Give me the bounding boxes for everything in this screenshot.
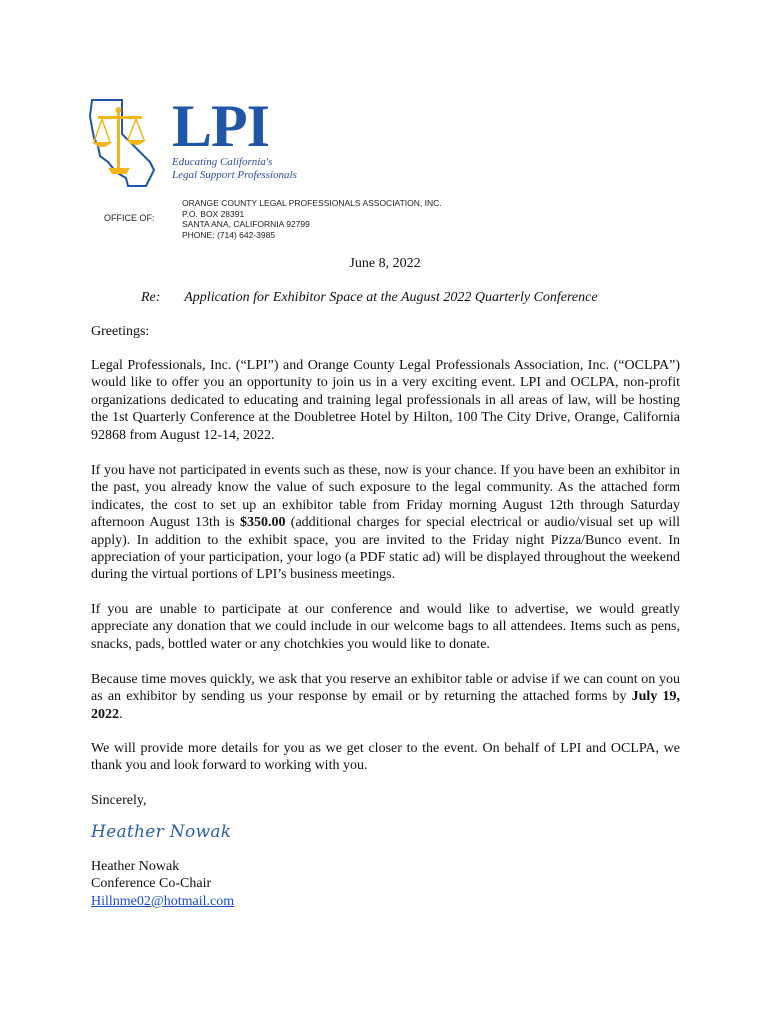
signature-block bbox=[91, 858, 234, 910]
paragraph-4 bbox=[91, 671, 680, 723]
signature: Heather Nowak bbox=[91, 822, 232, 842]
tagline-line-2: Legal Support Professionals bbox=[172, 169, 297, 181]
phone-line: PHONE: (714) 642-3985 bbox=[182, 229, 276, 240]
letterhead-address bbox=[182, 198, 442, 240]
logo-tagline bbox=[172, 156, 302, 182]
response-deadline: July 19, 2022 bbox=[91, 689, 680, 722]
p2-text-before: If you have not participated in events such as these, now is your chance. If you have been an exhibitor in the past, you already know the value of such exposure to the legal community. As the attached form indicates, the cost to set up an exhibitor table from Friday morning August 12th through Saturday afternoon August 13th is bbox=[91, 463, 680, 531]
re-line bbox=[141, 290, 598, 306]
paragraph-1: Legal Professionals, Inc. (“LPI”) and Orange County Legal Professionals Association, Inc. (“OCLPA”) would like to offer you an opportunity to join us in a very exciting event. LPI and OCLPA, non-profit organizations dedicated to educating and training legal professionals in all areas of law, will be hosting the 1st Quarterly Conference at the Doubletree Hotel by Hilton, 100 The City Drive, Orange, California 92868 from August 12-14, 2022. bbox=[91, 358, 680, 443]
signer-email-link[interactable]: Hillnme02@hotmail.com bbox=[91, 893, 235, 909]
tagline-line-1: Educating California's bbox=[172, 156, 273, 168]
logo-wordmark: LPI bbox=[172, 93, 270, 159]
letter-date: June 8, 2022 bbox=[349, 256, 421, 271]
signer-name: Heather Nowak bbox=[91, 859, 180, 874]
office-label: OFFICE OF: bbox=[104, 213, 155, 223]
paragraph-5: We will provide more details for you as we get closer to the event. On behalf of LPI and OCLPA, we thank you and look forward to working with you. bbox=[91, 741, 680, 774]
org-name: ORANGE COUNTY LEGAL PROFESSIONALS ASSOCIATION, INC. bbox=[182, 198, 442, 208]
closing: Sincerely, bbox=[91, 793, 147, 808]
greeting: Greetings: bbox=[91, 324, 150, 339]
city-line: SANTA ANA, CALIFORNIA 92799 bbox=[182, 219, 310, 229]
paragraph-3: If you are unable to participate at our conference and would like to advertise, we would greatly appreciate any donation that we could include in our welcome bags to all attendees. Items such as pens, snacks, pads, bottled water or any chotchkies you would like to donate. bbox=[91, 602, 680, 652]
p2-text-after: (additional charges for special electrical or audio/visual set up will apply). In addition to the exhibit space, you are invited to the Friday night Pizza/Bunco event. In appreciation of your participation, your logo (a PDF static ad) will be displayed throughout the weekend during the virtual portions of LPI’s business meetings. bbox=[91, 515, 681, 583]
re-subject: Application for Exhibitor Space at the August 2022 Quarterly Conference bbox=[184, 290, 598, 305]
california-scales-icon bbox=[88, 98, 172, 190]
exhibitor-price: $350.00 bbox=[239, 515, 286, 531]
lpi-logo bbox=[88, 93, 308, 190]
paragraph-2 bbox=[91, 462, 680, 584]
signer-title: Conference Co-Chair bbox=[91, 876, 212, 892]
p4-text-after: . bbox=[119, 706, 123, 722]
re-label: Re: bbox=[141, 290, 161, 305]
p4-text-before: Because time moves quickly, we ask that you reserve an exhibitor table or advise if we can count on you as an exhibitor by sending us your response by email or by returning the attached forms by bbox=[91, 672, 680, 705]
po-box: P.O. BOX 28391 bbox=[182, 208, 245, 219]
